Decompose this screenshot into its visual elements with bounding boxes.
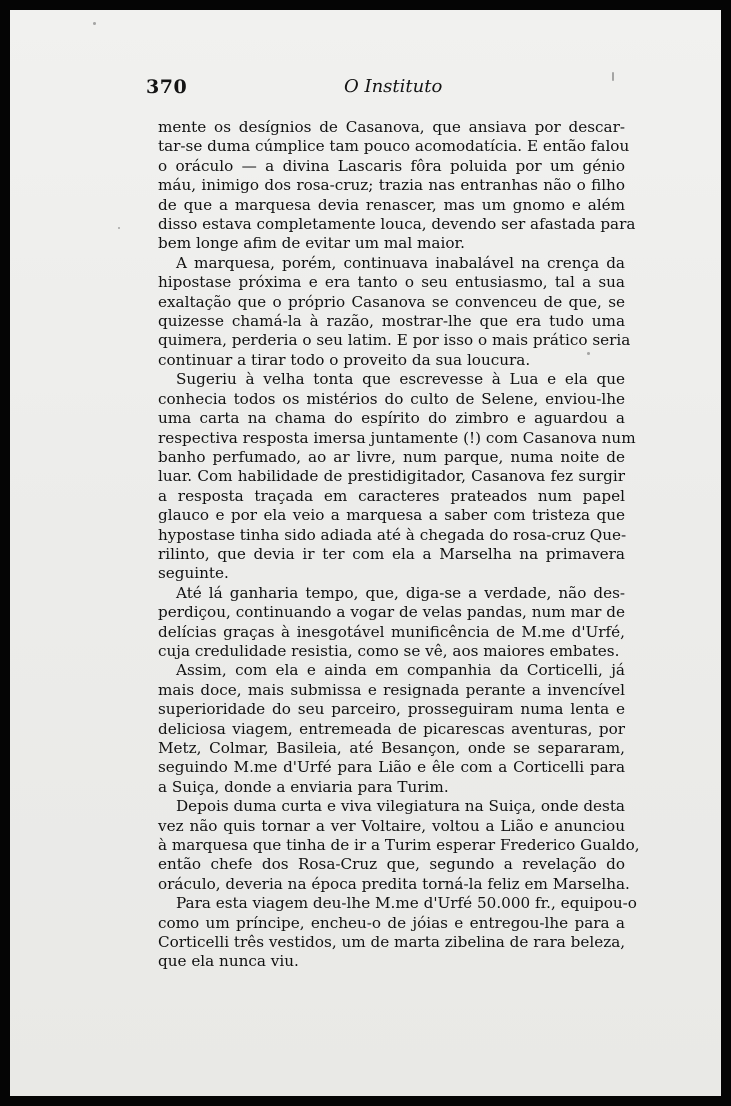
text-line: máu, inimigo dos rosa-cruz; trazia nas entranhas não o filho [158, 176, 625, 195]
text-line: quizesse chamá-la à razão, mostrar-lhe que era tudo uma [158, 312, 625, 331]
paragraph [158, 118, 636, 254]
text-line: Metz, Colmar, Basileia, até Besançon, onde se separaram, [158, 739, 625, 757]
text-line: luar. Com habilidade de prestidigitador, Casanova fez surgir [158, 467, 625, 486]
scan-speck [93, 22, 96, 25]
book-page [10, 10, 721, 1096]
text-line: oráculo, deveria na época predita torná-la feliz em Marselha. [158, 874, 630, 893]
text-line: banho perfumado, ao ar livre, num parque, numa noite de [158, 447, 625, 466]
text-line: tar-se duma cúmplice tam pouco acomodatícia. E então falou [158, 137, 630, 156]
paragraph [158, 370, 636, 583]
text-line: bem longe afim de evitar um mal maior. [158, 234, 465, 253]
text-line: Depois duma curta e viva vilegiatura na Suiça, onde desta [176, 797, 625, 816]
scan-speck [587, 352, 590, 355]
text-line: como um príncipe, encheu-o de jóias e entregou-lhe para a [158, 913, 625, 932]
text-line: à marquesa que tinha de ir a Turim esperar Frederico Gualdo, [158, 836, 640, 855]
text-line: de que a marquesa devia renascer, mas um gnomo e além [158, 195, 625, 214]
text-line: seguindo M.me d'Urfé para Lião e êle com a Corticelli para [158, 758, 625, 777]
paragraph [158, 253, 631, 370]
text-line: Corticelli três vestidos, um de marta zibelina de rara beleza, [158, 933, 626, 952]
text-line: vez não quis tornar a ver Voltaire, voltou a Lião e anunciou [158, 816, 625, 835]
text-line: respectiva resposta imersa juntamente (!) com Casanova num [158, 428, 636, 447]
text-line: delícias graças à inesgotável munificência de M.me d'Urfé, [158, 622, 625, 641]
text-line: a Suiça, donde a enviaria para Turim. [158, 777, 449, 796]
text-line: exaltação que o próprio Casanova se convenceu de que, se [158, 292, 625, 311]
text-line: hypostase tinha sido adiada até à chegada do rosa-cruz Que- [158, 525, 627, 544]
text-line: mente os desígnios de Casanova, que ansiava por descar- [158, 118, 625, 136]
running-title: O Instituto [344, 76, 443, 97]
text-line: o oráculo — a divina Lascaris fôra poluida por um génio [158, 156, 625, 175]
paragraph [158, 894, 637, 972]
text-line: Assim, com ela e ainda em companhia da Corticelli, já [176, 661, 625, 680]
text-line: Até lá ganharia tempo, que, diga-se a verdade, não des- [176, 583, 625, 602]
paragraph [158, 661, 625, 797]
text-line: seguinte. [158, 564, 229, 583]
text-line: cuja credulidade resistia, como se vê, aos maiores embates. [158, 641, 620, 660]
text-line: hipostase próxima e era tanto o seu entusiasmo, tal a sua [158, 273, 625, 292]
paragraph [158, 584, 625, 662]
text-line: perdiçou, continuando a vogar de velas pandas, num mar de [158, 603, 625, 622]
text-line: superioridade do seu parceiro, prosseguiram numa lenta e [158, 700, 625, 719]
body-text [158, 118, 640, 972]
page-number: 370 [146, 76, 188, 98]
text-line: então chefe dos Rosa-Cruz que, segundo a revelação do [158, 855, 625, 874]
scan-speck [612, 72, 614, 81]
text-line: Sugeriu à velha tonta que escrevesse à Lua e ela que [176, 370, 625, 389]
text-line: A marquesa, porém, continuava inabalável na crença da [176, 253, 625, 272]
text-line: conhecia todos os mistérios do culto de Selene, enviou-lhe [158, 389, 625, 408]
text-line: Para esta viagem deu-lhe M.me d'Urfé 50.000 fr., equipou-o [176, 894, 637, 913]
scan-speck [118, 227, 120, 229]
text-line: disso estava completamente louca, devendo ser afastada para [158, 215, 636, 234]
text-line: uma carta na chama do espírito do zimbro e aguardou a [158, 409, 625, 428]
text-line: quimera, perderia o seu latim. E por isso o mais prático seria [158, 331, 631, 350]
text-line: a resposta traçada em caracteres prateados num papel [158, 486, 625, 505]
text-line: continuar a tirar todo o proveito da sua loucura. [158, 350, 531, 369]
page-header [146, 76, 646, 104]
text-line: rilinto, que devia ir ter com ela a Marselha na primavera [158, 544, 625, 563]
text-line: deliciosa viagem, entremeada de picarescas aventuras, por [158, 719, 625, 738]
text-line: glauco e por ela veio a marquesa a saber com tristeza que [158, 506, 625, 525]
text-line: mais doce, mais submissa e resignada perante a invencível [158, 680, 625, 699]
paragraph [158, 797, 640, 894]
text-line: que ela nunca viu. [158, 952, 299, 971]
